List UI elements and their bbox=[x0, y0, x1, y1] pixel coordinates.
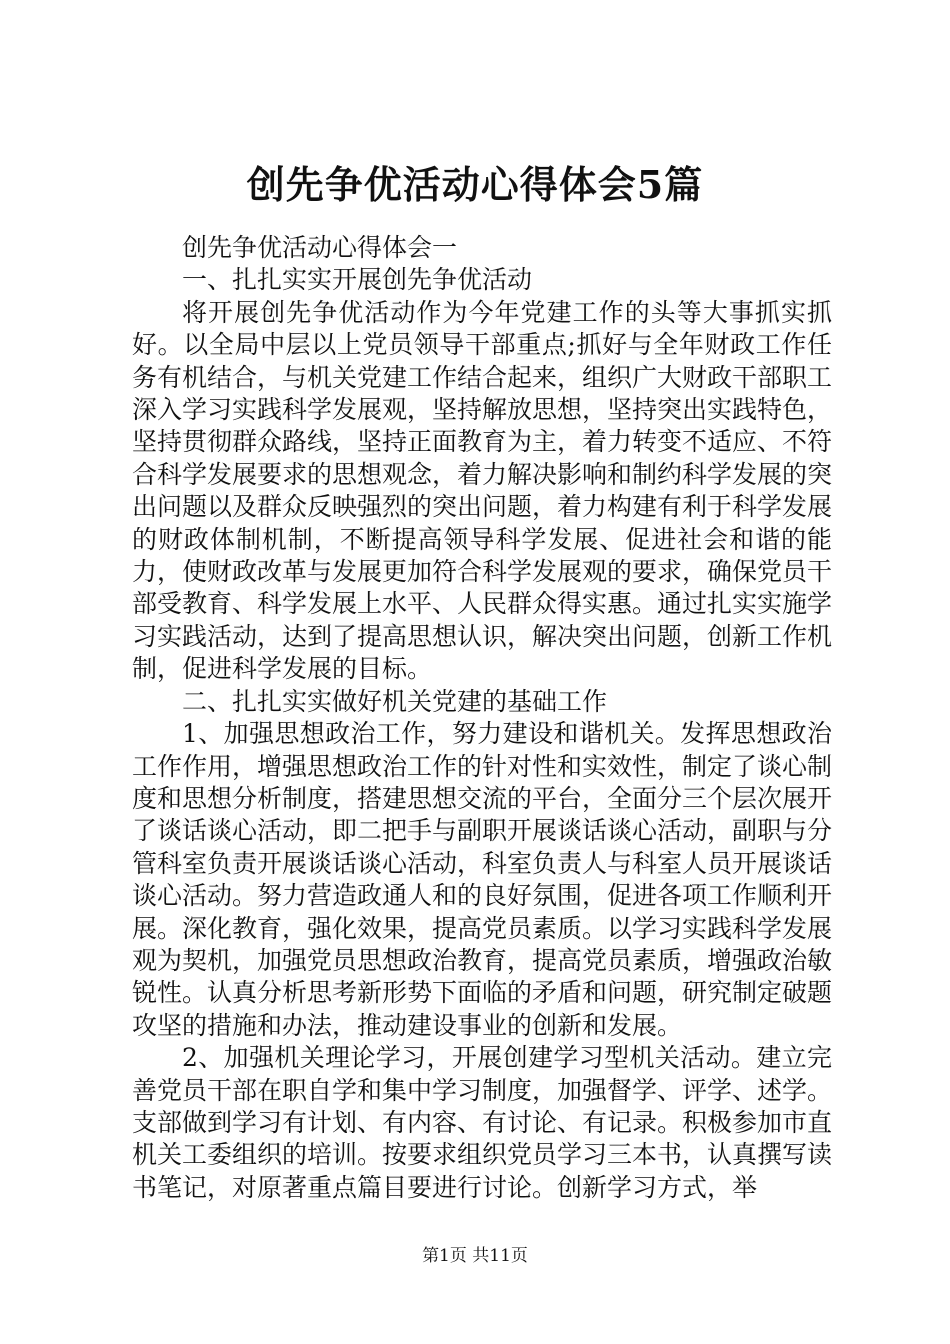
paragraph: 1、加强思想政治工作，努力建设和谐机关。发挥思想政治工作作用，增强思想政治工作的针对性和实效性，制定了谈心制度和思想分析制度，搭建思想交流的平台，全面分三个层次展开了谈话谈心活动，即二把手与副职开展谈话谈心活动，副职与分管科室负责开展谈话谈心活动，科室负责人与科室人员开展谈话谈心活动。努力营造政通人和的良好氛围，促进各项工作顺利开展。深化教育，强化效果，提高党员素质。以学习实践科学发展观为契机，加强党员思想政治教育，提高党员素质，增强政治敏锐性。认真分析思考新形势下面临的矛盾和问题，研究制定破题攻坚的措施和办法，推动建设事业的创新和发展。 bbox=[132, 719, 833, 1040]
page-footer: 第1页 共11页 bbox=[422, 1246, 528, 1266]
section-heading-1: 一、扎扎实实开展创先争优活动 bbox=[182, 265, 533, 295]
paragraph: 将开展创先争优活动作为今年党建工作的头等大事抓实抓好。以全局中层以上党员领导干部重点;抓好与全年财政工作任务有机结合，与机关党建工作结合起来，组织广大财政干部职工深入学习实践科学发展观，坚持解放思想，坚持突出实践特色，坚持贯彻群众路线，坚持正面教育为主，着力转变不适应、不符合科学发展要求的思想观念，着力解决影响和制约科学发展的突出问题以及群众反映强烈的突出问题，着力构建有利于科学发展的财政体制机制，不断提高领导科学发展、促进社会和谐的能力，使财政改革与发展更加符合科学发展观的要求，确保党员干部受教育、科学发展上水平、人民群众得实惠。通过扎实实施学习实践活动，达到了提高思想认识，解决突出问题，创新工作机制，促进科学发展的目标。 bbox=[132, 297, 833, 684]
paragraph: 2、加强机关理论学习，开展创建学习型机关活动。建立完善党员干部在职自学和集中学习制度，加强督学、评学、述学。支部做到学习有计划、有内容、有讨论、有记录。积极参加市直机关工委组织的培训。按要求组织党员学习三本书，认真撰写读书笔记，对原著重点篇目要进行讨论。创新学习方式，举 bbox=[132, 1043, 833, 1202]
paragraph-subtitle: 创先争优活动心得体会一 bbox=[182, 233, 458, 262]
document-body bbox=[132, 232, 832, 1204]
document-title: 创先争优活动心得体会5篇 bbox=[246, 162, 704, 207]
section-heading-2: 二、扎扎实实做好机关党建的基础工作 bbox=[182, 686, 608, 716]
